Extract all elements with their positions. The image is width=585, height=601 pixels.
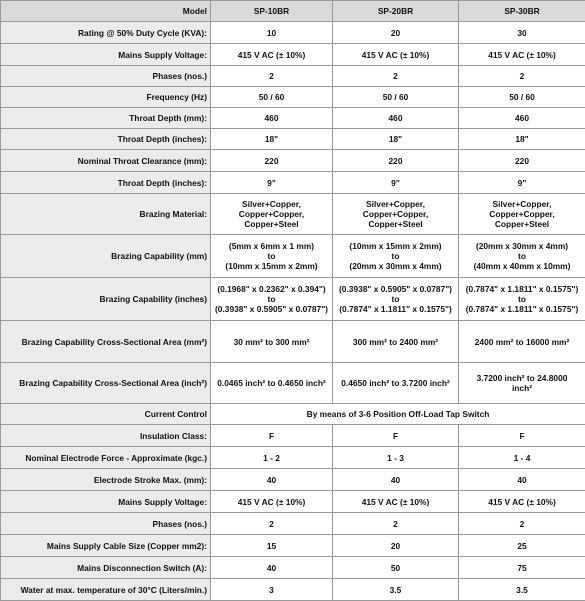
- value-line: Copper+Copper,: [462, 209, 582, 219]
- row-value: 1 - 2: [211, 447, 333, 469]
- row-value: 415 V AC (± 10%): [211, 491, 333, 513]
- row-value: 1 - 4: [459, 447, 585, 469]
- row-label: Brazing Capability (mm): [1, 235, 211, 278]
- row-value: [333, 278, 459, 321]
- row-insulation-class: [1, 425, 585, 447]
- row-throat-depth-mm: [1, 108, 585, 129]
- value-line: (0.3938" x 0.5905" x 0.0787"): [214, 304, 329, 314]
- row-value: F: [211, 425, 333, 447]
- row-value: F: [459, 425, 585, 447]
- row-value: 2400 mm² to 16000 mm²: [459, 321, 585, 363]
- row-value: [459, 194, 585, 235]
- value-line: Copper+Copper,: [336, 209, 455, 219]
- row-value: 2: [211, 66, 333, 87]
- value-line: to: [214, 251, 329, 261]
- row-value: 415 V AC (± 10%): [211, 44, 333, 66]
- value-line: (0.7874" x 1.1811" x 0.1575"): [462, 284, 582, 294]
- row-value: 460: [211, 108, 333, 129]
- row-value: 1 - 3: [333, 447, 459, 469]
- row-value: 9": [459, 172, 585, 194]
- row-value: 220: [333, 150, 459, 172]
- row-label: Brazing Capability Cross-Sectional Area (inch²): [1, 363, 211, 404]
- row-value: 75: [459, 557, 585, 579]
- row-value: 15: [211, 535, 333, 557]
- row-label: Rating @ 50% Duty Cycle (KVA):: [1, 22, 211, 44]
- row-value: 50 / 60: [459, 87, 585, 108]
- row-value: [459, 363, 585, 404]
- value-line: inch²: [462, 383, 582, 393]
- row-label: Current Control: [1, 404, 211, 425]
- value-line: (0.7874" x 1.1811" x 0.1575"): [462, 304, 582, 314]
- value-line: Copper+Steel: [336, 219, 455, 229]
- value-line: to: [214, 294, 329, 304]
- row-label: Mains Disconnection Switch (A):: [1, 557, 211, 579]
- row-value: [211, 194, 333, 235]
- value-line: to: [336, 251, 455, 261]
- current-control-value: By means of 3-6 Position Off-Load Tap Switch: [211, 404, 585, 425]
- value-line: (0.1968" x 0.2362" x 0.394"): [214, 284, 329, 294]
- value-line: to: [462, 251, 582, 261]
- model-header-sp-20br: SP-20BR: [333, 1, 459, 22]
- row-value: 3.5: [333, 579, 459, 601]
- row-value: [333, 235, 459, 278]
- row-phases: [1, 66, 585, 87]
- row-label: Throat Depth (inches):: [1, 129, 211, 150]
- row-brazing-material: [1, 194, 585, 235]
- row-value: 460: [459, 108, 585, 129]
- row-label: Water at max. temperature of 30°C (Liters/min.): [1, 579, 211, 601]
- row-value: 9": [333, 172, 459, 194]
- row-mains-supply-voltage-2: [1, 491, 585, 513]
- row-current-control: [1, 404, 585, 425]
- row-throat-depth-inches: [1, 129, 585, 150]
- value-line: to: [462, 294, 582, 304]
- row-label: Brazing Capability Cross-Sectional Area (mm²): [1, 321, 211, 363]
- row-value: 415 V AC (± 10%): [459, 491, 585, 513]
- header-label: Model: [1, 1, 211, 22]
- row-value: 20: [333, 22, 459, 44]
- row-label: Mains Supply Cable Size (Copper mm2):: [1, 535, 211, 557]
- value-line: Silver+Copper,: [336, 199, 455, 209]
- row-value: [333, 194, 459, 235]
- row-value: [211, 278, 333, 321]
- row-value: 40: [211, 557, 333, 579]
- row-label: Throat Depth (inches):: [1, 172, 211, 194]
- row-value: 25: [459, 535, 585, 557]
- value-line: Copper+Steel: [214, 219, 329, 229]
- row-value: 40: [333, 469, 459, 491]
- value-line: (20mm x 30mm x 4mm): [462, 241, 582, 251]
- row-value: 50 / 60: [333, 87, 459, 108]
- row-value: [459, 278, 585, 321]
- row-frequency: [1, 87, 585, 108]
- header-row: [1, 1, 585, 22]
- row-value: 40: [459, 469, 585, 491]
- row-value: [211, 235, 333, 278]
- row-value: [459, 235, 585, 278]
- row-value: 2: [459, 66, 585, 87]
- row-value: 40: [211, 469, 333, 491]
- row-value: 50: [333, 557, 459, 579]
- value-line: Copper+Copper,: [214, 209, 329, 219]
- value-line: (5mm x 6mm x 1 mm): [214, 241, 329, 251]
- value-line: (20mm x 30mm x 4mm): [336, 261, 455, 271]
- row-value: 30 mm² to 300 mm²: [211, 321, 333, 363]
- row-cross-sectional-area-mm2: [1, 321, 585, 363]
- row-label: Insulation Class:: [1, 425, 211, 447]
- row-value: 220: [459, 150, 585, 172]
- row-value: 460: [333, 108, 459, 129]
- row-label: Frequency (Hz): [1, 87, 211, 108]
- row-label: Brazing Material:: [1, 194, 211, 235]
- row-label: Phases (nos.): [1, 66, 211, 87]
- row-value: 30: [459, 22, 585, 44]
- row-label: Phases (nos.): [1, 513, 211, 535]
- value-line: to: [336, 294, 455, 304]
- row-value: 3.5: [459, 579, 585, 601]
- row-electrode-force: [1, 447, 585, 469]
- row-value: 0.4650 inch² to 3.7200 inch²: [333, 363, 459, 404]
- row-nominal-throat-clearance: [1, 150, 585, 172]
- row-rating: [1, 22, 585, 44]
- row-brazing-capability-inches: [1, 278, 585, 321]
- row-label: Mains Supply Voltage:: [1, 44, 211, 66]
- row-value: 18": [459, 129, 585, 150]
- row-mains-supply-voltage: [1, 44, 585, 66]
- value-line: Copper+Steel: [462, 219, 582, 229]
- row-throat-depth-inches-2: [1, 172, 585, 194]
- row-value: 300 mm² to 2400 mm²: [333, 321, 459, 363]
- row-value: 2: [211, 513, 333, 535]
- row-cross-sectional-area-inch2: [1, 363, 585, 404]
- row-value: F: [333, 425, 459, 447]
- row-brazing-capability-mm: [1, 235, 585, 278]
- value-line: (40mm x 40mm x 10mm): [462, 261, 582, 271]
- row-value: 415 V AC (± 10%): [459, 44, 585, 66]
- row-phases-2: [1, 513, 585, 535]
- row-label: Nominal Throat Clearance (mm):: [1, 150, 211, 172]
- row-cable-size: [1, 535, 585, 557]
- value-line: (0.7874" x 1.1811" x 0.1575"): [336, 304, 455, 314]
- value-line: Silver+Copper,: [462, 199, 582, 209]
- value-line: 3.7200 inch² to 24.8000: [462, 373, 582, 383]
- row-value: 2: [459, 513, 585, 535]
- row-label: Mains Supply Voltage:: [1, 491, 211, 513]
- row-label: Nominal Electrode Force - Approximate (kgc.): [1, 447, 211, 469]
- row-disconnection-switch: [1, 557, 585, 579]
- row-value: 415 V AC (± 10%): [333, 44, 459, 66]
- row-value: 18": [333, 129, 459, 150]
- row-value: 20: [333, 535, 459, 557]
- row-electrode-stroke: [1, 469, 585, 491]
- row-value: 2: [333, 513, 459, 535]
- row-value: 2: [333, 66, 459, 87]
- row-value: 9": [211, 172, 333, 194]
- row-value: 18": [211, 129, 333, 150]
- row-value: 3: [211, 579, 333, 601]
- row-value: 0.0465 inch² to 0.4650 inch²: [211, 363, 333, 404]
- row-value: 10: [211, 22, 333, 44]
- value-line: (0.3938" x 0.5905" x 0.0787"): [336, 284, 455, 294]
- row-value: 220: [211, 150, 333, 172]
- row-label: Electrode Stroke Max. (mm):: [1, 469, 211, 491]
- model-header-sp-30br: SP-30BR: [459, 1, 585, 22]
- value-line: (10mm x 15mm x 2mm): [214, 261, 329, 271]
- row-value: 50 / 60: [211, 87, 333, 108]
- value-line: Silver+Copper,: [214, 199, 329, 209]
- model-header-sp-10br: SP-10BR: [211, 1, 333, 22]
- value-line: (10mm x 15mm x 2mm): [336, 241, 455, 251]
- row-value: 415 V AC (± 10%): [333, 491, 459, 513]
- row-label: Throat Depth (mm):: [1, 108, 211, 129]
- row-label: Brazing Capability (inches): [1, 278, 211, 321]
- row-water: [1, 579, 585, 601]
